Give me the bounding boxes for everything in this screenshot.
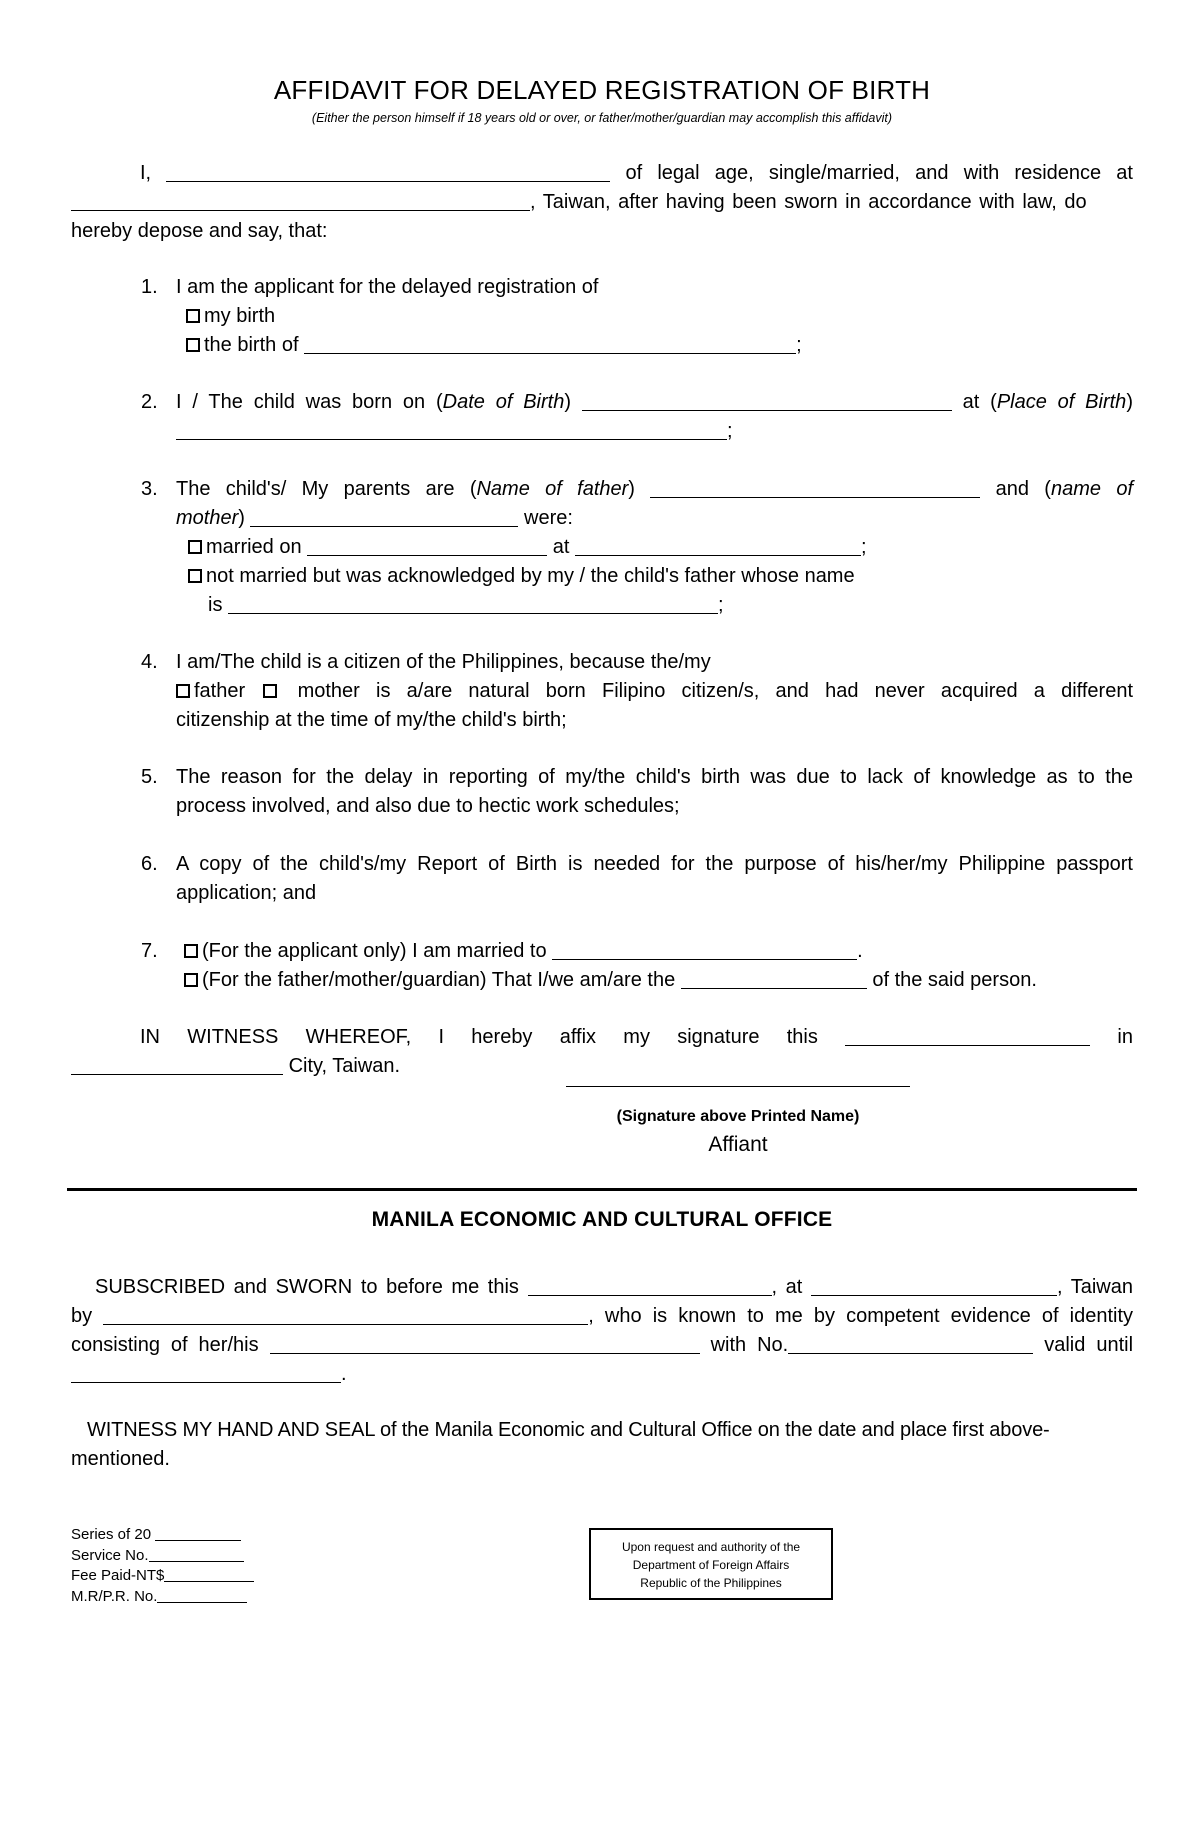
item-number: 5. [141, 766, 158, 788]
office-heading: MANILA ECONOMIC AND CULTURAL OFFICE [371, 1208, 833, 1231]
item-7: (For the applicant only) I am married to . (For the father/mother/guardian) That I/we am/are the of the said person. [176, 937, 1133, 995]
witness-paragraph: IN WITNESS WHEREOF, I hereby affix my signature this in City, Taiwan. [71, 1023, 1133, 1081]
city-blank[interactable] [71, 1054, 283, 1075]
document-subtitle: (Either the person himself if 18 years old or over, or father/mother/guardian may accomplish this affidavit) [311, 111, 893, 125]
residence-blank[interactable] [71, 190, 530, 211]
valid-until-blank[interactable] [71, 1362, 341, 1383]
signature-date-blank[interactable] [845, 1025, 1090, 1046]
series-blank[interactable] [155, 1526, 241, 1541]
signature-label: (Signature above Printed Name) [616, 1108, 860, 1125]
sworn-date-blank[interactable] [528, 1275, 772, 1296]
my-birth-checkbox[interactable] [186, 309, 200, 323]
item-number: 7. [141, 940, 158, 962]
father-name-blank[interactable] [650, 477, 980, 498]
father-acknowledged-name-blank[interactable] [228, 593, 718, 614]
married-to-blank[interactable] [552, 939, 857, 960]
service-no-blank[interactable] [149, 1547, 244, 1562]
item-3: The child's/ My parents are (Name of father) and (name of mother) were: married on at ; not married but was acknowledged by my / the child's father whose name is ; [176, 478, 1134, 616]
item-4: I am/The child is a citizen of the Philippines, because the/my father mother is a/are natural born Filipino citizen/s, and had never acquired a different citizenship at the time of my/the child's birth; [176, 651, 1134, 731]
id-number-blank[interactable] [788, 1333, 1033, 1354]
document-title: AFFIDAVIT FOR DELAYED REGISTRATION OF BIRTH [273, 75, 931, 105]
sworn-paragraph: SUBSCRIBED and SWORN to before me this , at , Taiwan by , who is known to me by competent evidence of identity consisting of her/his with No. valid until . [71, 1276, 1134, 1385]
place-of-birth-blank[interactable] [176, 419, 727, 440]
mother-name-blank[interactable] [250, 506, 518, 527]
seal-paragraph: WITNESS MY HAND AND SEAL of the Manila Economic and Cultural Office on the date and place first above- mentioned. [71, 1419, 1050, 1470]
item-5: The reason for the delay in reporting of my/the child's birth was due to lack of knowledge as to the process involved, and also due to hectic work schedules; [176, 766, 1133, 817]
authority-stamp-box: Upon request and authority of the Department of Foreign Affairs Republic of the Philippines [589, 1528, 833, 1600]
birth-of-checkbox[interactable] [186, 338, 200, 352]
married-checkbox[interactable] [188, 540, 202, 554]
item-number: 3. [141, 478, 158, 500]
item-number: 4. [141, 651, 158, 673]
birth-of-blank[interactable] [304, 333, 796, 354]
item-6: A copy of the child's/my Report of Birth is needed for the purpose of his/her/my Philippine passport application; and [176, 853, 1133, 904]
item-1: I am the applicant for the delayed registration of my birth the birth of ; [176, 276, 802, 356]
item-number: 2. [141, 391, 158, 413]
signature-line[interactable] [566, 1086, 910, 1087]
name-blank[interactable] [166, 161, 610, 182]
not-married-checkbox[interactable] [188, 569, 202, 583]
fee-paid-blank[interactable] [164, 1567, 254, 1582]
married-date-blank[interactable] [307, 535, 547, 556]
sworn-by-blank[interactable] [103, 1304, 588, 1325]
intro-paragraph: I, of legal age, single/married, and with residence at , Taiwan, after having been sworn in accordance with law, do hereby depose and say, that: [71, 162, 1133, 242]
mother-checkbox[interactable] [263, 684, 277, 698]
married-place-blank[interactable] [575, 535, 861, 556]
mr-no-blank[interactable] [157, 1588, 247, 1603]
relationship-blank[interactable] [681, 968, 867, 989]
item-2: I / The child was born on (Date of Birth) at (Place of Birth) ; [176, 391, 1133, 442]
identity-evidence-blank[interactable] [270, 1333, 700, 1354]
item-number: 6. [141, 853, 158, 875]
item-number: 1. [141, 276, 158, 298]
affiant-label: Affiant [708, 1133, 768, 1156]
guardian-checkbox[interactable] [184, 973, 198, 987]
applicant-only-checkbox[interactable] [184, 944, 198, 958]
office-record: Series of 20 Service No. Fee Paid-NT$ M.R/P.R. No. [71, 1525, 254, 1607]
date-of-birth-blank[interactable] [582, 390, 952, 411]
father-checkbox[interactable] [176, 684, 190, 698]
sworn-place-blank[interactable] [811, 1275, 1057, 1296]
section-divider [67, 1188, 1137, 1191]
